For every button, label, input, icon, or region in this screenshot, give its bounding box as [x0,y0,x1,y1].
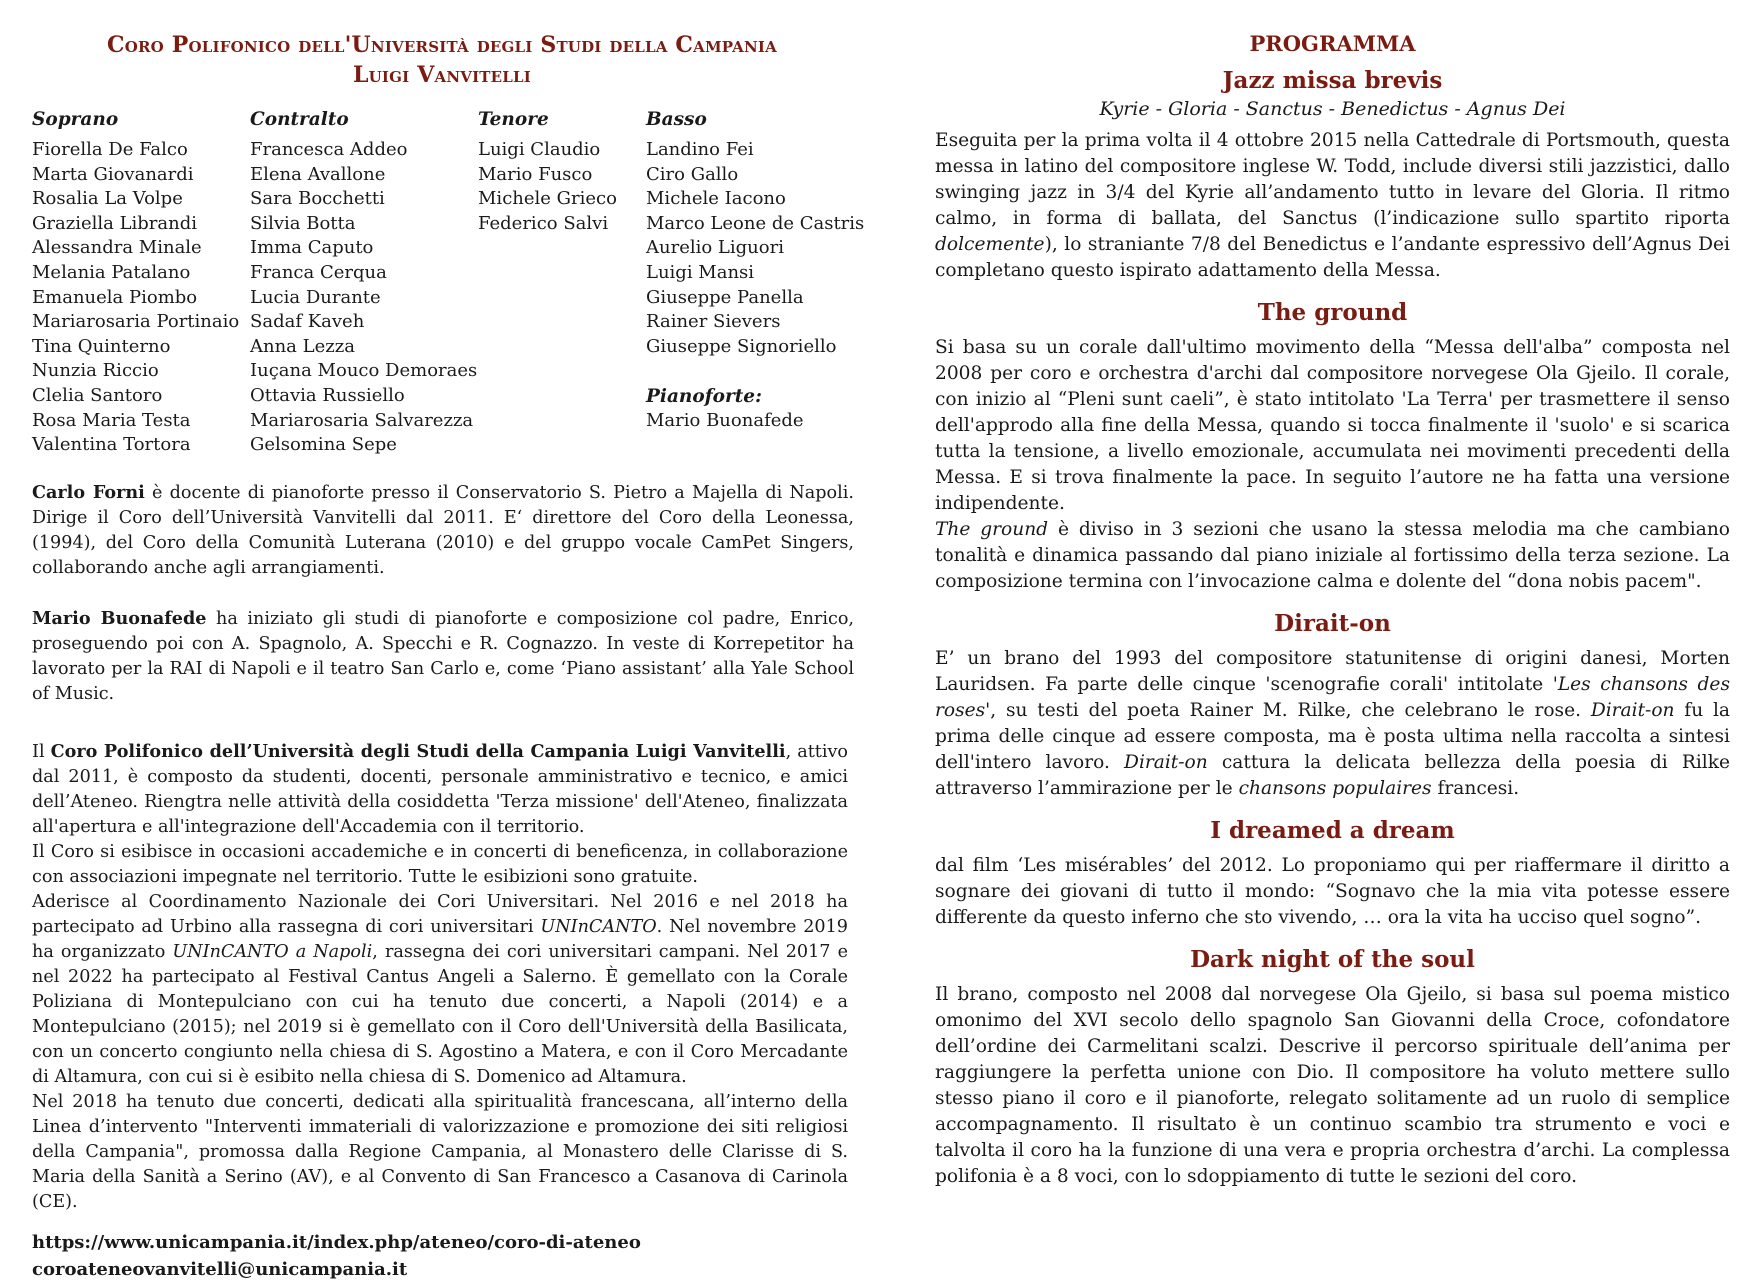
piece-title-i-dreamed-a-dream: I dreamed a dream [1210,817,1455,844]
member-name: Graziella Librandi [32,212,198,234]
piece-text-part: francesi. [1431,778,1520,799]
member-name: Landino Fei [646,139,754,160]
member-name: Rainer Sievers [646,311,781,333]
member-name: Clelia Santoro [32,384,163,406]
desc-bold: Coro Polifonico dell’Università degli Studi della Campania Luigi Vanvitelli [50,741,786,762]
member-name: Mario Fusco [478,163,593,185]
voice-tenore [478,108,617,236]
desc-paragraph: Il Coro si esibisce in occasioni accademiche e in concerti di beneficenza, in collaborazione con associazioni impegnate nel territorio. Tutte le esibizioni sono gratuite. [32,842,848,887]
piece-text-italic: 'Les chansons des roses' [935,674,1730,721]
voice-heading: Tenore [478,109,549,130]
voice-heading: Contralto [250,109,349,130]
desc-paragraph [32,890,848,1090]
website-link[interactable]: https://www.unicampania.it/index.php/ateneo/coro-di-ateneo [32,1232,641,1253]
member-name: Michele Grieco [478,188,617,210]
member-name: Francesca Addeo [250,139,408,160]
voice-contralto [250,108,477,458]
piece-text-part: E’ un brano del 1993 del compositore statunitense di origini danesi, Morten Lauridsen. Fa parte delle cinque 'scenografie corali' intitolate [935,648,1730,695]
piece-title-dirait-on: Dirait-on [1274,610,1391,637]
member-name: Rosalia La Volpe [32,188,183,210]
voice-heading: Basso [646,109,707,130]
bio-name: Carlo Forni [32,482,145,503]
member-name: Ciro Gallo [646,163,739,185]
member-name: Franca Cerqua [250,261,387,283]
choir-roster [32,108,865,456]
piece-text-italic: chansons populaires [1238,778,1432,799]
piece-text-part: è diviso in 3 sezioni che usano la stessa melodia ma che cambiano tonalità e dinamica passando dal piano iniziale al fortissimo della terza sezione. La composizione termina con l’invocazione calma e dolente del “dona nobis pacem". [935,519,1730,592]
desc-text: . Nel novembre 2019 ha organizzato [32,917,848,962]
bio-text: è docente di pianoforte presso il Conservatorio S. Pietro a Majella di Napoli. Dirige il Coro dell’Università Vanvitelli dal 2011. E‘ direttore del Coro della Leonessa, (1994), del Coro della Comunità Luterana (2010) e del gruppo vocale CamPet Singers, collaborando anche agli arrangiamenti. [32,483,854,578]
piece-text-part: ), lo straniante 7/8 del Benedictus e l’andante espressivo dell’Agnus Dei completano questo ispirato adattamento della Messa. [935,234,1730,281]
choir-description [32,739,848,1215]
piece-text-part: Eseguita per la prima volta il 4 ottobre 2015 nella Cattedrale di Portsmouth, questa messa in latino del compositore inglese W. Todd, include diversi stili jazzistici, dallo swinging jazz in 3/4 del Kyrie all’andamento tutto in levare del Gloria. Il ritmo calmo, in forma di ballata, del Sanctus (l’indicazione sullo spartito riporta [935,130,1730,229]
member-name: Michele Iacono [646,188,786,210]
piece-text-ground-2 [935,517,1730,595]
piece-text-dark-night: Il brano, composto nel 2008 dal norvegese Ola Gjeilo, si basa sul poema mistico omonimo del XVI secolo dello spagnolo San Giovanni della Croce, cofondatore dell’ordine dei Carmelitani scalzi. Descrive il percorso spirituale dell’anima per raggiungere la perfetta unione con Dio. Il compositore ha voluto mettere sullo stesso piano il coro e il pianoforte, relegato solitamente ad un ruolo di semplice accompagnamento. Il risultato è un continuo scambio tra strumento e voci e talvolta il coro ha la funzione di una vera e propria orchestra d’archi. La complessa polifonia è a 8 voci, con lo sdoppiamento di tutte le sezioni del coro. [935,984,1730,1187]
member-name: Giuseppe Panella [646,286,804,308]
member-name: Valentina Tortora [32,434,191,456]
choir-title-line1: Coro Polifonico dell'Università degli Studi della Campania [107,32,777,58]
desc-paragraph [32,739,848,840]
desc-text: Il [32,742,51,762]
bio-name: Mario Buonafede [32,608,207,629]
piece-text-ground-1: Si basa su un corale dall'ultimo movimento della “Messa dell'alba” composta nel 2008 per coro e orchestra d'archi dal compositore norvegese Ola Gjeilo. Il corale, con inizio al “Pleni sunt caeli”, è stato intitolato 'La Terra' per trasmettere il senso dell'approdo alla fine della Messa, quando si tocca finalmente il 'suolo' e si scarica tutta la tensione, a livello emozionale, accumulata nei movimenti precedenti della Messa. E si trova finalmente la pace. In seguito l’autore ne ha fatta una versione indipendente. [935,337,1730,514]
member-name: Federico Salvi [478,212,609,234]
jazz-movements: Kyrie - Gloria - Sanctus - Benedictus - Agnus Dei [1099,98,1566,120]
member-name: Mariarosaria Salvarezza [250,409,474,431]
member-name: Silvia Botta [250,212,356,234]
member-name: Melania Patalano [32,261,191,283]
desc-paragraph: Nel 2018 ha tenuto due concerti, dedicati alla spiritualità francescana, all’interno della Linea d’intervento "Interventi immateriali di valorizzazione e promozione dei siti religiosi della Campania", promossa dalla Regione Campania, al Monastero delle Clarisse di S. Maria della Sanità a Serino (AV), e al Convento di San Francesco a Casanova di Carinola (CE). [32,1092,848,1212]
member-name: Imma Caputo [250,237,374,259]
program-title: PROGRAMMA [1249,31,1416,56]
piece-text-italic: Dirait-on [1590,700,1675,721]
desc-italic: UNInCANTO [540,917,657,937]
member-name: Iuçana Mouco Demoraes [250,360,478,382]
member-name: Gelsomina Sepe [250,434,397,456]
piece-text-italic: dolcemente [935,234,1045,255]
member-name: Aurelio Liguori [646,237,784,259]
piece-title-jazz-missa-brevis: Jazz missa brevis [1222,67,1443,94]
desc-text: , rassegna dei cori universitari campani. Nel 2017 e nel 2022 ha partecipato al Festival Cantus Angeli a Salerno. È gemellato con la Corale Poliziana di Montepulciano con cui ha tenuto due concerti, a Napoli (2014) e a Montepulciano (2015); nel 2019 si è gemellato con il Coro dell'Università della Basilicata, con un concerto congiunto nella chiesa di S. Agostino a Matera, e con il Coro Mercadante di Altamura, con cui si è esibito nella chiesa di S. Domenico ad Altamura. [32,942,848,1087]
piano-heading: Pianoforte: [646,386,762,408]
member-name: Luigi Claudio [478,139,601,160]
bio-carlo-forni [32,480,854,581]
piece-text-jazz [935,128,1730,284]
contact-links [32,1229,862,1283]
piece-title-dark-night-of-the-soul: Dark night of the soul [1190,946,1475,973]
member-name: Elena Avallone [250,163,386,185]
member-name: Tina Quinterno [32,335,171,357]
bio-mario-buonafede [32,606,854,707]
member-list [32,138,239,458]
member-name: Mariarosaria Portinaio [32,311,240,333]
member-name: Marta Giovanardi [32,163,194,185]
piano-name: Mario Buonafede [646,410,804,432]
member-name: Marco Leone de Castris [646,212,865,234]
member-name: Fiorella De Falco [32,139,188,160]
voice-heading: Soprano [32,109,119,130]
right-column [935,30,1730,1190]
bio-text: ha iniziato gli studi di pianoforte e composizione col padre, Enrico, proseguendo poi con A. Spagnolo, A. Specchi e R. Cognazzo. In veste di Korrepetitor ha lavorato per la RAI di Napoli e il teatro San Carlo e, come ‘Piano assistant’ alla Yale School of Music. [32,609,854,704]
piece-title-the-ground: The ground [1257,299,1408,326]
desc-text: , attivo dal 2011, è composto da studenti, docenti, personale amministrativo e tecnico, e amici dell’Ateneo. Riengtra nelle attività della cosiddetta 'Terza missione' dell'Ateneo, finalizzata all'apertura e all'integrazione dell'Accademia con il territorio. [32,742,848,837]
piece-text-dream: dal film ‘Les misérables’ del 2012. Lo proponiamo qui per riaffermare il diritto a sognare dei giovani di tutto il mondo: “Sognavo che la mia vita potesse essere differente da questo inferno che sto vivendo, … ora la vita ha ucciso quel sogno”. [935,855,1730,928]
voice-soprano [32,108,239,458]
member-name: Giuseppe Signoriello [646,335,837,357]
choir-title-line2: Luigi Vanvitelli [352,62,532,88]
piece-text-dirait-on [935,646,1730,802]
piece-text-italic: Dirait-on [1124,752,1208,773]
member-name: Ottavia Russiello [250,384,405,406]
member-name: Emanuela Piombo [32,286,198,308]
email-link[interactable]: coroateneovanvitelli@unicampania.it [32,1259,408,1280]
desc-text: Aderisce al Coordinamento Nazionale dei Cori Universitari. Nel 2016 e nel 2018 ha partecipato ad Urbino alla rassegna di cori universitari [32,892,848,937]
member-name: Luigi Mansi [646,261,755,283]
member-name: Alessandra Minale [32,237,202,259]
member-list [646,138,864,359]
piece-text-part: cattura la delicata bellezza della poesia di Rilke attraverso l’ammirazione per le [935,752,1730,799]
choir-title [32,30,862,90]
member-name: Rosa Maria Testa [32,409,191,431]
member-name: Nunzia Riccio [32,360,159,382]
voice-basso [646,108,864,434]
member-list [250,138,477,458]
member-list [478,138,617,236]
member-name: Sara Bocchetti [250,188,385,210]
piece-text-italic: The ground [935,519,1049,540]
member-name: Sadaf Kaveh [250,311,365,333]
desc-italic: UNInCANTO a Napoli [172,942,373,962]
left-column [32,30,865,1283]
member-name: Anna Lezza [250,335,355,357]
piece-text-part: fu la prima delle cinque ad essere composta, ma è posta ultima nella raccolta a sintesi dell'intero lavoro. [935,700,1730,773]
piece-text-part: , su testi del poeta Rainer M. Rilke, che celebrano le rose. [990,700,1591,721]
member-name: Lucia Durante [250,286,381,308]
